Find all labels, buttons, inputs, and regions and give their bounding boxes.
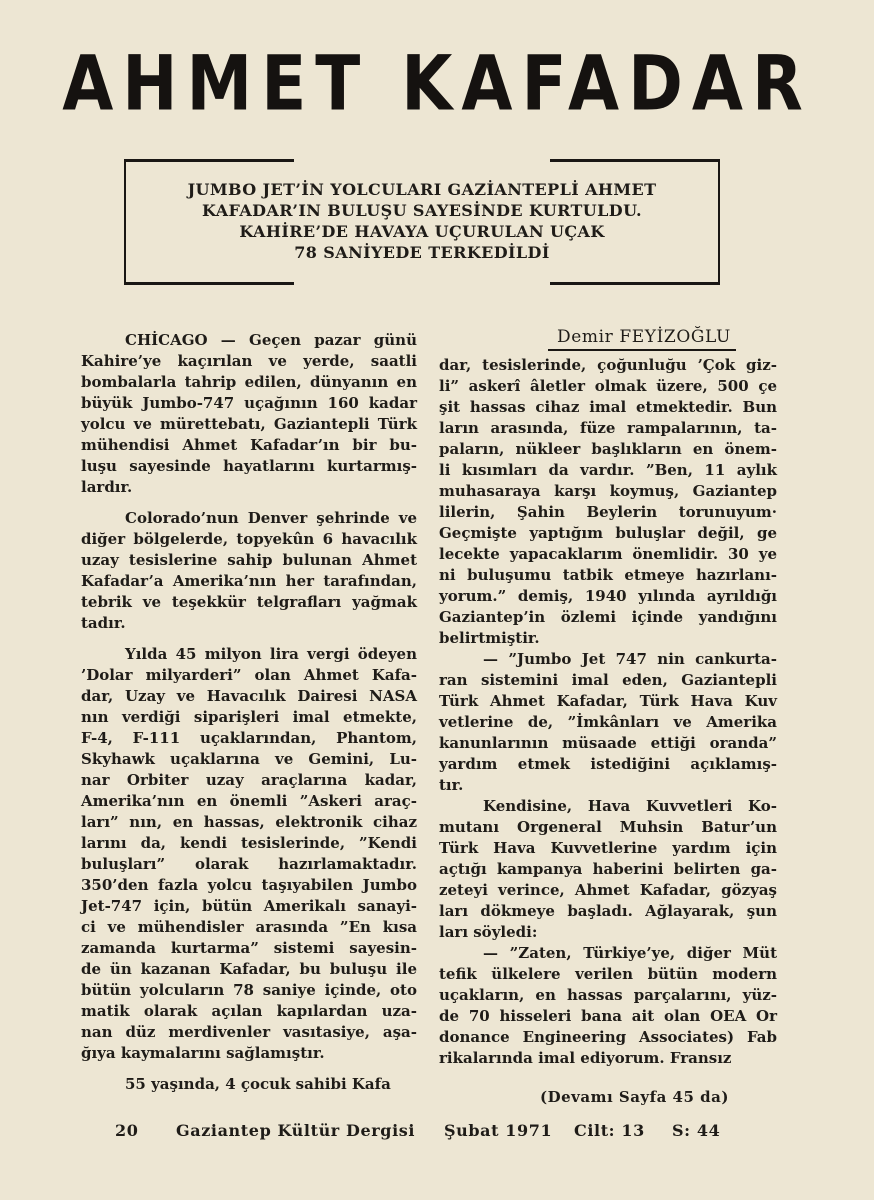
- text-line: diğer bölgelerde, topyekûn 6 havacılık: [81, 530, 417, 548]
- paragraph: [81, 508, 417, 634]
- text-line: luşu sayesinde hayatlarını kurtarmış-: [81, 457, 417, 475]
- deck-line: KAHİRE’DE HAVAYA UÇURULAN UÇAK: [239, 222, 605, 241]
- text-line: yorum.” demiş, 1940 yılında ayrıldığı: [439, 587, 777, 605]
- headline: AHMET KAFADAR: [62, 39, 812, 128]
- right-column: [439, 355, 777, 1069]
- text-line: Amerika’nın en önemli ”Askeri araç-: [81, 792, 417, 810]
- paragraph: [81, 1074, 417, 1095]
- deck-line: JUMBO JET’İN YOLCULARI GAZİANTEPLİ AHMET: [187, 180, 657, 199]
- text-line: Kafadar’a Amerika’nın her tarafından,: [81, 572, 417, 590]
- deck-rule-top-left: [126, 159, 294, 162]
- text-line: Gaziantep’in özlemi içinde yandığını: [439, 608, 777, 626]
- text-line: li kısımları da vardır. ”Ben, 11 aylık: [439, 461, 777, 479]
- footer-date: Şubat 1971: [444, 1121, 553, 1140]
- text-line: ları söyledi:: [439, 923, 538, 941]
- text-line: bütün yolcuların 78 saniye içinde, oto: [81, 981, 417, 999]
- text-line: uzay tesislerine sahip bulunan Ahmet: [81, 551, 417, 569]
- text-line: ni buluşumu tatbik etmeye hazırlanı-: [439, 566, 777, 584]
- text-line: matik olarak açılan kapılardan uza-: [81, 1002, 417, 1020]
- text-line: vetlerine de, ”İmkânları ve Amerika: [439, 713, 777, 731]
- text-line: büyük Jumbo-747 uçağının 160 kadar: [81, 394, 417, 412]
- text-line: Kahire’ye kaçırılan ve yerde, saatli: [81, 352, 417, 370]
- paragraph: [439, 649, 777, 796]
- text-line: Kendisine, Hava Kuvvetleri Ko-: [483, 797, 777, 815]
- text-line: nın verdiği siparişleri imal etmekte,: [81, 708, 417, 726]
- text-line: Colorado’nun Denver şehrinde ve: [125, 509, 417, 527]
- text-line: F-4, F-111 uçaklarından, Phantom,: [81, 729, 417, 747]
- text-line: ları” nın, en hassas, elektronik cihaz: [81, 813, 417, 831]
- text-line: dar, tesislerinde, çoğunluğu ’Çok giz-: [439, 356, 777, 374]
- deck-box: [124, 159, 720, 285]
- text-line: Skyhawk uçaklarına ve Gemini, Lu-: [81, 750, 417, 768]
- deck-rule-top-right: [550, 159, 718, 162]
- text-line: larını da, kendi tesislerinde, ”Kendi: [81, 834, 417, 852]
- text-line: — ”Zaten, Türkiye’ye, diğer Müt: [483, 944, 777, 962]
- text-line: ’Dolar milyarderi” olan Ahmet Kafa-: [81, 666, 417, 684]
- paragraph-gap: [81, 1064, 417, 1074]
- text-line: paların, nükleer başlıkların en önem-: [439, 440, 777, 458]
- text-line: de 70 hisseleri bana ait olan OEA Or: [439, 1007, 777, 1025]
- deck-rule-bottom-left: [126, 282, 294, 285]
- text-line: ci ve mühendisler arasında ”En kısa: [81, 918, 417, 936]
- deck-line: 78 SANİYEDE TERKEDİLDİ: [294, 243, 550, 262]
- text-line: ları dökmeye başladı. Ağlayarak, şun: [439, 902, 777, 920]
- paragraph: [439, 943, 777, 1069]
- text-line: tebrik ve teşekkür telgrafları yağmak: [81, 593, 417, 611]
- text-line: Yılda 45 milyon lira vergi ödeyen: [125, 645, 417, 663]
- text-line: nar Orbiter uzay araçlarına kadar,: [81, 771, 417, 789]
- text-line: Jet-747 için, bütün Amerikalı sanayi-: [81, 897, 417, 915]
- text-line: tadır.: [81, 614, 126, 632]
- text-line: — ”Jumbo Jet 747 nin cankurta-: [483, 650, 777, 668]
- footer-page-number: 20: [115, 1121, 139, 1140]
- text-line: donance Engineering Associates) Fab: [439, 1028, 777, 1046]
- text-line: ran sistemini imal eden, Gaziantepli: [439, 671, 777, 689]
- text-line: yolcu ve mürettebatı, Gaziantepli Türk: [81, 415, 417, 433]
- paragraph: [439, 796, 777, 943]
- left-column: [81, 330, 417, 1095]
- text-line: mühendisi Ahmet Kafadar’ın bir bu-: [81, 436, 417, 454]
- text-line: buluşları” olarak hazırlamaktadır.: [81, 855, 417, 873]
- byline-rule: [548, 349, 736, 351]
- text-line: lardır.: [81, 478, 133, 496]
- text-line: ğıya kaymalarını sağlamıştır.: [81, 1044, 325, 1062]
- paragraph-gap: [81, 498, 417, 508]
- text-line: mutanı Orgeneral Muhsin Batur’un: [439, 818, 777, 836]
- text-line: uçakların, en hassas parçalarını, yüz-: [439, 986, 777, 1004]
- text-line: muhasaraya karşı koymuş, Gaziantep: [439, 482, 777, 500]
- deck-rule-bottom-right: [550, 282, 718, 285]
- text-line: tır.: [439, 776, 464, 794]
- text-line: Türk Hava Kuvvetlerine yardım için: [439, 839, 777, 857]
- text-line: kanunlarının müsaade ettiği oranda”: [439, 734, 777, 752]
- continued-note: (Devamı Sayfa 45 da): [540, 1088, 729, 1106]
- text-line: yardım etmek istediğini açıklamış-: [439, 755, 777, 773]
- text-line: de ün kazanan Kafadar, bu buluşu ile: [81, 960, 417, 978]
- text-line: CHİCAGO — Geçen pazar günü: [125, 331, 417, 349]
- footer-issue: S: 44: [672, 1121, 721, 1140]
- text-line: açtığı kampanya haberini belirten ga-: [439, 860, 777, 878]
- paragraph-gap: [81, 634, 417, 644]
- text-line: nan düz merdivenler vasıtasiye, aşa-: [81, 1023, 417, 1041]
- text-line: bombalarla tahrip edilen, dünyanın en: [81, 373, 417, 391]
- text-line: rikalarında imal ediyorum. Fransız: [439, 1049, 732, 1067]
- text-line: şit hassas cihaz imal etmektedir. Bun: [439, 398, 777, 416]
- text-line: dar, Uzay ve Havacılık Dairesi NASA: [81, 687, 417, 705]
- text-line: 55 yaşında, 4 çocuk sahibi Kafa: [125, 1075, 391, 1093]
- text-line: Geçmişte yaptığım buluşlar değil, ge: [439, 524, 777, 542]
- deck-text: [126, 179, 718, 263]
- text-line: Türk Ahmet Kafadar, Türk Hava Kuv: [439, 692, 777, 710]
- paragraph: [81, 644, 417, 1064]
- text-line: li” askerî âletler olmak üzere, 500 çe: [439, 377, 777, 395]
- text-line: 350’den fazla yolcu taşıyabilen Jumbo: [81, 876, 417, 894]
- text-line: ların arasında, füze rampalarının, ta-: [439, 419, 777, 437]
- text-line: zamanda kurtarma” sistemi sayesin-: [81, 939, 417, 957]
- text-line: tefik ülkelere verilen bütün modern: [439, 965, 777, 983]
- paragraph: [81, 330, 417, 498]
- text-line: zeteyi verince, Ahmet Kafadar, gözyaş: [439, 881, 777, 899]
- paragraph: [439, 355, 777, 649]
- byline: Demir FEYİZOĞLU: [557, 327, 731, 347]
- footer-magazine-name: Gaziantep Kültür Dergisi: [176, 1121, 416, 1140]
- text-line: belirtmiştir.: [439, 629, 540, 647]
- footer-volume: Cilt: 13: [574, 1121, 645, 1140]
- text-line: lecekte yapacaklarım önemlidir. 30 ye: [439, 545, 777, 563]
- deck-line: KAFADAR’IN BULUŞU SAYESİNDE KURTULDU.: [202, 201, 642, 220]
- text-line: lilerin, Şahin Beylerin torunuyum·: [439, 503, 777, 521]
